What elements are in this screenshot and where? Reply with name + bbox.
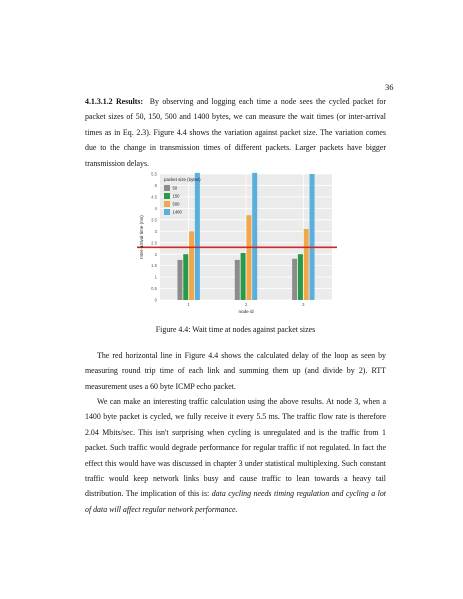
bar — [304, 229, 309, 300]
bar-chart — [137, 168, 337, 316]
traffic-text: We can make an interesting traffic calculation using the above results. At node 3, when a 1400 byte packet is cycled, we fully receive it every 5.5 ms. The traffic flow rate is therefore 2.04 Mbits/sec. This isn't surprising when cycling is unregulated and is the traffic from 1 packet. Such traffic would degrade performance for regular traffic if not regulated. In fact the effect this would have was discussed in chapter 3 under statistical multiplexing. Such constant traffic would keep network links busy and cause traffic to lean towards a heavy tail distribution. The implication of this is: — [85, 397, 386, 499]
bar — [292, 259, 297, 300]
legend-label: 50 — [172, 185, 178, 191]
figure-caption: Figure 4.4: Wait time at nodes against packet sizes — [155, 325, 316, 334]
hline-paragraph — [85, 348, 386, 394]
emphasis-text: data cycling needs timing regulation and cycling a lot of data will affect regular network performance. — [85, 489, 386, 514]
legend-title: packet size (bytes) — [164, 177, 201, 182]
bar — [177, 260, 182, 300]
legend-label: 500 — [172, 201, 180, 207]
legend-swatch — [164, 193, 170, 199]
section-heading: 4.1.3.1.2 Results: — [85, 97, 144, 106]
y-tick-label: 3.5 — [151, 217, 157, 223]
x-tick-label: 3 — [302, 302, 305, 307]
bar — [235, 260, 240, 300]
x-tick-label: 2 — [244, 302, 248, 307]
bar — [189, 231, 194, 300]
traffic-paragraph — [85, 394, 386, 517]
legend-swatch — [164, 209, 170, 215]
y-tick-label: 4 — [154, 205, 157, 211]
results-paragraph — [85, 94, 386, 171]
bar — [195, 173, 200, 300]
bar — [252, 173, 257, 300]
legend-swatch — [164, 185, 170, 191]
hline-text: The red horizontal line in Figure 4.4 shows the calculated delay of the loop as seen by measuring round trip time of each link and summing them up (and divide by 2). RTT measurement uses a 60 byte ICMP echo packet. — [85, 351, 386, 391]
results-body: By observing and logging each time a node sees the cycled packet for packet sizes of 50, 150, 500 and 1400 bytes, we can measure the wait times (or inter-arrival times as in Eq. 2.3). Figure 4.4 shows the variation against packet size. The variation comes due to the change in transmission times of different packets. Larger packets have bigger transmission delays. — [85, 97, 386, 168]
y-tick-label: 2.5 — [151, 240, 157, 246]
bar — [310, 174, 315, 300]
bar — [241, 253, 246, 300]
y-tick-label: 0.5 — [151, 286, 157, 292]
y-tick-label: 1 — [154, 274, 157, 280]
figure — [137, 168, 337, 321]
y-tick-label: 5.5 — [151, 171, 157, 177]
x-tick-label: 1 — [187, 302, 190, 307]
legend-label: 150 — [172, 193, 180, 199]
y-tick-label: 5 — [154, 183, 157, 189]
y-tick-label: 4.5 — [151, 194, 157, 200]
x-axis-label: node id — [238, 309, 254, 314]
y-axis-label: Inter-arrival time (ms) — [139, 215, 144, 259]
y-tick-label: 0 — [154, 297, 157, 303]
legend-label: 1400 — [172, 209, 182, 215]
y-tick-label: 3 — [154, 228, 157, 234]
bar — [183, 254, 188, 300]
legend-swatch — [164, 201, 170, 207]
bar — [298, 254, 303, 300]
y-tick-label: 1.5 — [151, 263, 157, 269]
page-number: 36 — [385, 82, 394, 92]
y-tick-label: 2 — [154, 251, 157, 257]
bar — [246, 215, 251, 300]
